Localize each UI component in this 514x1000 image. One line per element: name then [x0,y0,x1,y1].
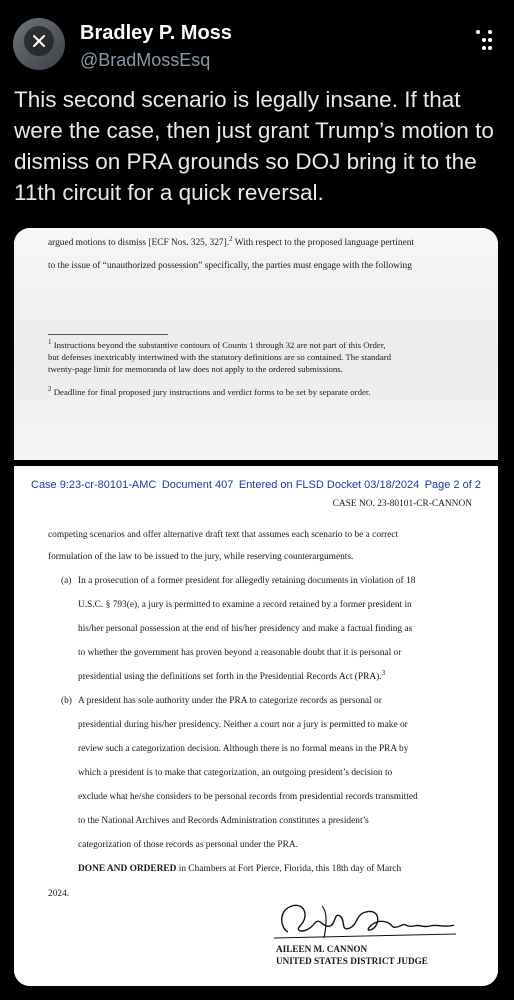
item-b-line-5: exclude what he/she considers to be personal records from presidential records transmitted [78,792,418,802]
item-a-line-5-text: presidential using the definitions set forth in the Presidential Records Act (PRA). [78,672,382,682]
footnote-2 [48,387,371,397]
docket-entered: Entered on FLSD Docket 03/18/2024 [238,479,420,491]
item-a-line-3: his/her personal possession at the end of his/her presidency and make a factual finding as [78,624,413,634]
item-b-line-3: review such a categorization decision. Although there is no formal means in the PRA by [78,744,409,754]
judge-name: AILEEN M. CANNON [276,944,368,954]
docket-page: Page 2 of 2 [424,479,481,491]
item-b-line-1: A president has sole authority under the PRA to categorize records as personal or [78,696,382,706]
footnote-ref-2: 2 [229,234,233,243]
avatar[interactable] [13,18,65,70]
case-number: CASE NO. 23-80101-CR-CANNON [332,499,472,509]
docket-document: Document 407 [161,479,234,491]
p1-line-1: competing scenarios and offer alternative draft text that assumes each scenario to be a correct [48,530,399,540]
done-and-ordered [78,864,401,874]
item-a-line-2: U.S.C. § 793(e), a jury is permitted to examine a record retained by a former president in [78,600,412,610]
footnote-1-line-3: twenty-page limit for memoranda of law does not apply to the ordered submissions. [48,364,343,374]
footnote-1-mark: 1 [48,338,52,347]
item-a-label: (a) [61,576,72,586]
item-a-line-4: to whether the government has proven beyond a reasonable doubt that it is personal or [78,648,402,658]
doc-top-line-2: to the issue of “unauthorized possession” specifically, the parties must engage with the following [48,261,412,271]
item-b-line-2: presidential during his/her presidency. Neither a court nor a jury is permitted to make or [78,720,408,730]
more-vertical-icon[interactable] [466,22,502,58]
footnote-2-mark: 2 [48,385,52,394]
docket-header [31,479,481,491]
item-b-line-4: which a president is to make that categorization, an outgoing president’s decision to [78,768,393,778]
doc-top-line-1 [48,234,415,248]
footnote-divider [48,334,168,335]
close-icon[interactable] [24,26,54,56]
footnote-1-line-1 [48,340,386,350]
done-and-ordered-text: in Chambers at Fort Pierce, Florida, this 18th day of March [176,864,402,874]
docket-case: Case 9:23-cr-80101-AMC [31,479,157,491]
footnote-1-line-2: but defenses inextricably intertwined with the statutory definitions are so contained. The standard [48,352,392,362]
footnote-2-text: Deadline for final proposed jury instructions and verdict forms to be set by separate order. [51,387,371,397]
judge-title: UNITED STATES DISTRICT JUDGE [276,956,428,966]
document-page-1 [14,228,498,460]
signature [270,898,460,942]
document-page-2 [14,466,498,986]
item-a-line-1: In a prosecution of a former president for allegedly retaining documents in violation of 18 [78,576,416,586]
document-image[interactable] [14,228,498,986]
tweet-text: This second scenario is legally insane. If that were the case, then just grant Trump’s motion to dismiss on PRA grounds so DOJ bring it to the 11th circuit for a quick reversal. [14,87,494,205]
author-handle[interactable]: @BradMossEsq [80,50,211,70]
footnote-1-line-1-text: Instructions beyond the substantive contours of Counts 1 through 32 are not part of this Order, [51,340,386,350]
item-b-line-7: categorization of those records as personal under the PRA. [78,840,298,850]
item-b-label: (b) [61,696,72,706]
tweet-header [0,0,514,80]
doc-top-line-1-cont: With respect to the proposed language pertinent [232,238,415,248]
done-and-ordered-bold: DONE AND ORDERED [78,864,177,874]
author-name[interactable]: Bradley P. Moss [80,22,232,44]
item-a-line-5 [78,668,386,682]
footnote-ref-3: 3 [381,668,386,677]
doc-top-line-1-text: argued motions to dismiss [ECF Nos. 325, 327]. [48,238,230,248]
p1-line-2: formulation of the law to be issued to the jury, while reserving counterarguments. [48,552,354,562]
item-b-line-6: to the National Archives and Records Administration constitutes a president’s [78,816,369,826]
done-year: 2024. [48,889,70,899]
